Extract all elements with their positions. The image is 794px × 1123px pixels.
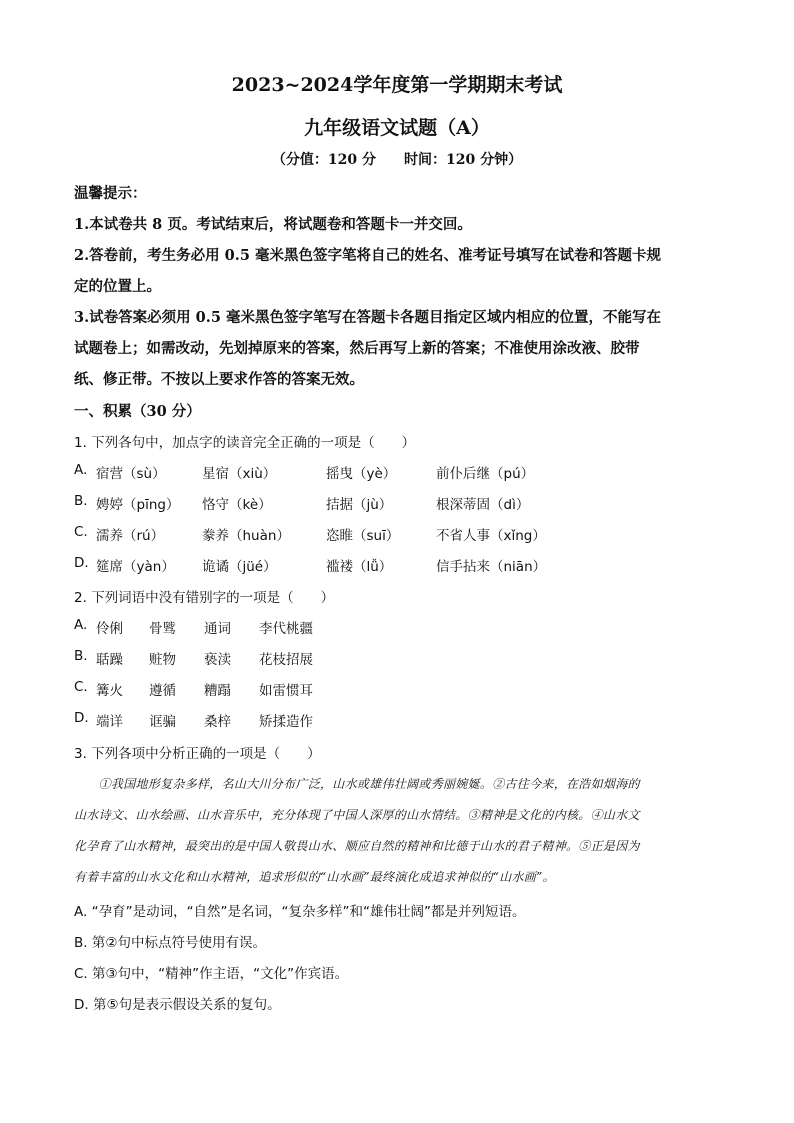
- q3-option-c: C. 第③句中，“精神”作主语，“文化”作宾语。: [74, 966, 349, 982]
- option-item: 伶俐: [96, 621, 123, 637]
- option-item: 筵席（yàn）: [96, 559, 175, 575]
- option-item: 花枝招展: [259, 652, 313, 668]
- option-item: 恣睢（suī）: [326, 528, 400, 544]
- passage-line: ①我国地形复杂多样，名山大川分布广泛，山水或雄伟壮阔或秀丽婉娫。②古往今来，在浩如烟海的: [74, 777, 640, 791]
- option-item: 摇曳（yè）: [326, 466, 397, 482]
- option-item: 宿营（sù）: [96, 466, 166, 482]
- option-item: 星宿（xiù）: [202, 466, 277, 482]
- option-label: A.: [74, 462, 88, 478]
- passage-line: 山水诗文、山水绘画、山水音乐中，充分体现了中国人深厚的山水情结。③精神是文化的内核。④山水文: [74, 808, 640, 822]
- option-item: 豢养（huàn）: [202, 528, 290, 544]
- q3-option-b: B. 第②句中标点符号使用有误。: [74, 935, 266, 951]
- option-item: 拮据（jù）: [326, 497, 393, 513]
- question-3-stem: 3. 下列各项中分析正确的一项是（ ）: [74, 746, 321, 762]
- option-item: 遵循: [149, 683, 176, 699]
- option-item: 恪守（kè）: [202, 497, 272, 513]
- passage-line: 化孕育了山水精神，最突出的是中国人敬畏山水、顺应自然的精神和比德于山水的君子精神。⑤正是因为: [74, 839, 640, 853]
- option-item: 亵渎: [204, 652, 231, 668]
- option-label: D.: [74, 555, 89, 571]
- option-item: 桑梓: [204, 714, 231, 730]
- exam-meta: （分值：120 分 时间：120 分钟）: [271, 152, 523, 168]
- notice-line: 纸、修正带。不按以上要求作答的答案无效。: [74, 371, 364, 388]
- option-item: 褴褛（lǚ）: [326, 559, 393, 575]
- option-item: 赃物: [149, 652, 176, 668]
- notice-line: 定的位置上。: [74, 278, 161, 295]
- notice-line: 试题卷上；如需改动，先划掉原来的答案，然后再写上新的答案；不准使用涂改液、胶带: [74, 340, 640, 357]
- option-item: 篝火: [96, 683, 123, 699]
- exam-title: 2023~2024学年度第一学期期末考试: [231, 74, 563, 96]
- option-item: 不省人事（xǐng）: [436, 528, 546, 544]
- option-item: 李代桃疆: [259, 621, 313, 637]
- option-item: 前仆后继（pú）: [436, 466, 535, 482]
- option-item: 濡养（rú）: [96, 528, 165, 544]
- section-heading: 一、积累（30 分）: [74, 403, 201, 420]
- question-1-stem: 1. 下列各句中，加点字的读音完全正确的一项是（ ）: [74, 435, 416, 451]
- notice-line: 3.试卷答案必须用 0.5 毫米黑色签字笔写在答题卡各题目指定区域内相应的位置，不能写在: [74, 309, 661, 326]
- option-item: 如雷惯耳: [259, 683, 313, 699]
- notice-line: 2.答卷前，考生务必用 0.5 毫米黑色签字笔将自己的姓名、准考证号填写在试卷和答题卡规: [74, 247, 661, 264]
- passage-line: 有着丰富的山水文化和山水精神，追求形似的“山水画”最终演化成追求神似的“山水画”。: [74, 870, 555, 884]
- option-item: 根深蒂固（dì）: [436, 497, 530, 513]
- notice-line: 1.本试卷共 8 页。考试结束后，将试题卷和答题卡一并交回。: [74, 216, 472, 233]
- option-label: B.: [74, 493, 88, 509]
- option-item: 聒躁: [96, 652, 123, 668]
- option-label: A.: [74, 617, 88, 633]
- q3-option-d: D. 第⑤句是表示假设关系的复句。: [74, 997, 281, 1013]
- option-item: 矫揉造作: [259, 714, 313, 730]
- exam-subtitle: 九年级语文试题（A）: [304, 117, 490, 139]
- option-item: 诡谲（jüé）: [202, 559, 277, 575]
- option-item: 骨骘: [149, 621, 176, 637]
- q3-option-a: A. “孕育”是动词，“自然”是名词，“复杂多样”和“雄伟壮阔”都是并列短语。: [74, 904, 526, 920]
- option-item: 糟蹋: [204, 683, 231, 699]
- option-label: D.: [74, 710, 89, 726]
- option-label: C.: [74, 524, 88, 540]
- option-label: B.: [74, 648, 88, 664]
- notice-heading: 温馨提示：: [74, 185, 147, 202]
- option-item: 通词: [204, 621, 231, 637]
- option-item: 信手拈来（niān）: [436, 559, 547, 575]
- option-item: 娉婷（pīng）: [96, 497, 180, 513]
- option-item: 端详: [96, 714, 123, 730]
- question-2-stem: 2. 下列词语中没有错别字的一项是（ ）: [74, 590, 335, 606]
- option-label: C.: [74, 679, 88, 695]
- option-item: 诓骗: [149, 714, 176, 730]
